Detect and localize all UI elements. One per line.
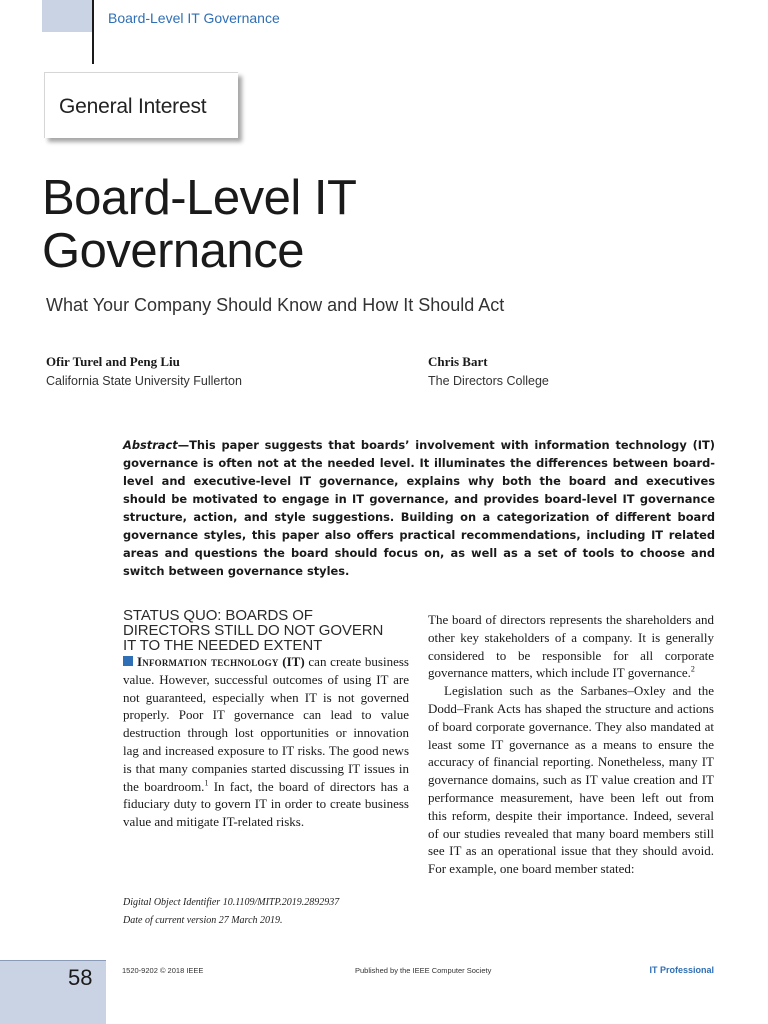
author-name: Chris Bart xyxy=(428,354,488,369)
section-heading-line: DIRECTORS STILL DO NOT GOVERN xyxy=(123,622,384,639)
lead-in-abbrev: (IT) xyxy=(278,654,305,669)
author-affiliation: The Directors College xyxy=(428,374,549,388)
running-head: Board-Level IT Governance xyxy=(108,10,280,26)
paragraph-text: can create business value. However, successful outcomes of using IT are not guaranteed, especially when IT is not governed properly. Poor IT governance can lead to value destruction through lost opportunities or innovation lag and increased exposure to IT risks. The good news is that many companies started discussing IT issues in the boardroom. xyxy=(123,654,409,794)
paragraph-text: The board of directors represents the shareholders and other key stakeholders of a company. It is generally considered to be responsible for all corporate governance matters, which include IT governance. xyxy=(428,612,714,681)
paragraph xyxy=(428,611,714,682)
date-line: Date of current version 27 March 2019. xyxy=(123,915,283,926)
right-column xyxy=(428,611,714,878)
footer-journal: IT Professional xyxy=(649,965,714,975)
doi-line: Digital Object Identifier 10.1109/MITP.2019.2892937 xyxy=(123,897,340,908)
header-corner-block xyxy=(42,0,92,32)
lead-in-smallcaps: Information technology xyxy=(137,654,279,669)
section-heading-line: IT TO THE NEEDED EXTENT xyxy=(123,637,323,654)
author-block-1 xyxy=(46,354,242,388)
paragraph: Legislation such as the Sarbanes–Oxley and the Dodd–Frank Acts has shaped the structure and actions of board corporate governance. They also mandated at least some IT governance as a means to ensure the accuracy of financial reporting. Nonetheless, many IT governance domains, such as IT value creation and IT performance measurement, have been left out from this reform, despite their importance. Indeed, several of our studies revealed that many board members still see IT as an operational issue that they should avoid. For example, one board member stated: xyxy=(428,683,714,877)
abstract-text: —This paper suggests that boards’ involvement with information technology (IT) governance is often not at the needed level. It illuminates the differences between board-level and executive-level IT governance, explains why both the board and executives should be motivated to engage in IT governance, and provides board-level IT governance structure, action, and style suggestions. Building on a categorization of different board governance styles, this paper also offers practical recommendations, including IT related areas and questions the board should focus on, as well as a set of tools to choose and switch between governance styles. xyxy=(123,438,715,578)
author-name: Ofir Turel and Peng Liu xyxy=(46,354,180,369)
intro-paragraph xyxy=(123,653,409,831)
doi-note xyxy=(123,894,413,930)
article-title xyxy=(42,172,642,278)
footer-issn: 1520-9202 © 2018 IEEE xyxy=(122,966,204,975)
header-vertical-rule xyxy=(92,0,94,64)
section-heading-line: STATUS QUO: BOARDS OF xyxy=(123,607,313,624)
article-title-line-1: Board-Level IT xyxy=(42,171,357,225)
reference-marker: 2 xyxy=(690,665,695,675)
article-subtitle: What Your Company Should Know and How It Should Act xyxy=(46,295,505,315)
abstract xyxy=(123,436,715,580)
abstract-lead: Abstract xyxy=(123,438,178,452)
section-label-box xyxy=(44,72,238,138)
author-block-2 xyxy=(428,354,549,388)
left-column xyxy=(123,608,409,831)
reference-marker: 1 xyxy=(204,778,209,788)
author-affiliation: California State University Fullerton xyxy=(46,374,242,388)
section-heading xyxy=(123,608,409,653)
footer-publisher: Published by the IEEE Computer Society xyxy=(355,966,492,975)
section-label: General Interest xyxy=(59,95,207,118)
page-number: 58 xyxy=(68,965,93,990)
article-title-line-2: Governance xyxy=(42,224,304,278)
paragraph-text: In fact, the board of directors has a fiduciary duty to govern IT in order to create business value and mitigate IT-related risks. xyxy=(123,778,409,830)
section-start-square-icon xyxy=(123,656,133,666)
